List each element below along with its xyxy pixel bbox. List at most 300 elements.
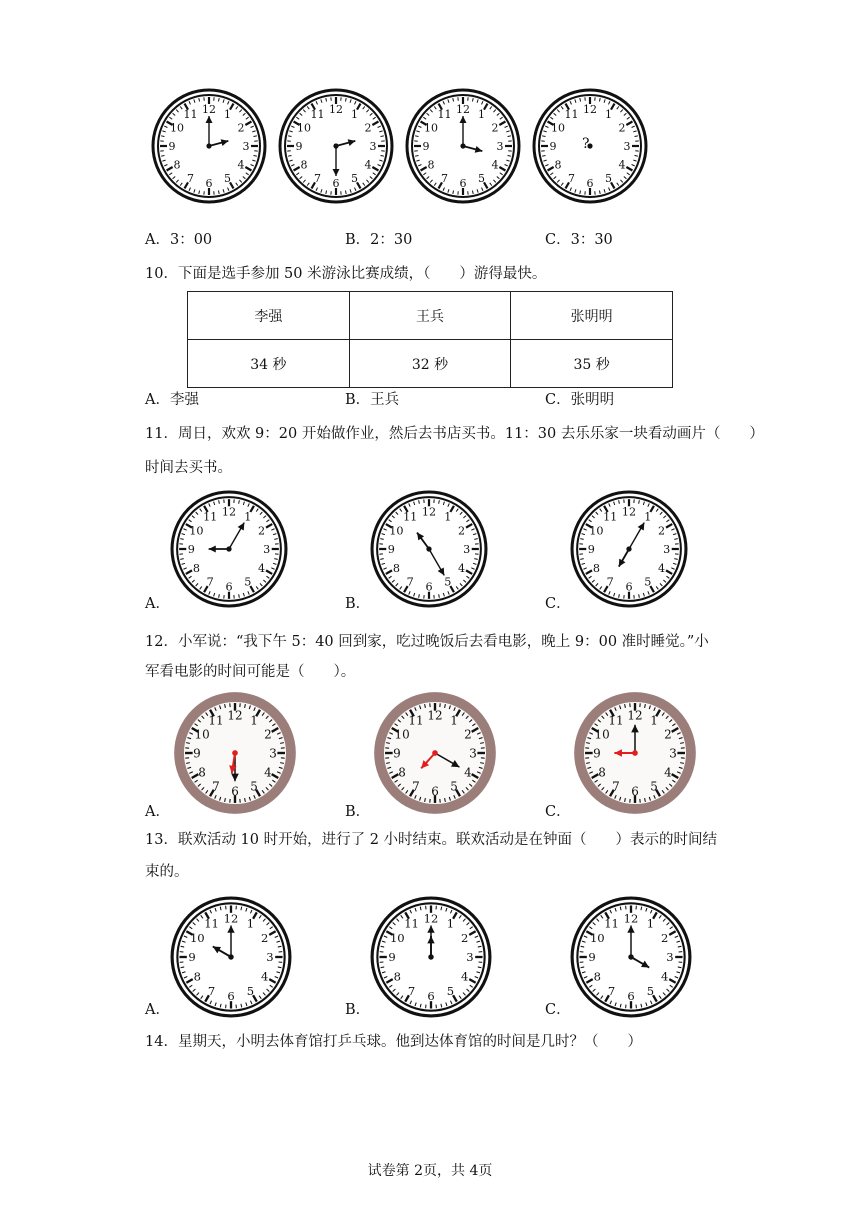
clock-numeral: 5: [246, 983, 255, 998]
clock-numeral: 5: [478, 172, 485, 186]
table-cell: 35 秒: [511, 340, 673, 388]
minute-tick: [581, 946, 585, 947]
minute-tick: [542, 136, 545, 137]
clock-numeral: 9: [187, 543, 195, 557]
clock-numeral: 11: [408, 713, 424, 728]
minute-tick: [419, 594, 420, 597]
clock-numeral: 11: [204, 916, 219, 931]
clock-numeral: 12: [627, 708, 643, 723]
clock-numeral: 2: [464, 727, 472, 742]
minute-tick: [542, 155, 545, 156]
clock-numeral: 1: [250, 713, 258, 728]
clock-numeral: 1: [605, 107, 612, 121]
q11-clock-a: [170, 490, 288, 608]
minute-tick: [220, 907, 221, 911]
minute-tick: [420, 907, 421, 911]
clock-numeral: 11: [608, 713, 624, 728]
clock-numeral: 8: [598, 765, 606, 780]
q11-clock-b: [370, 490, 488, 608]
minute-tick: [674, 539, 677, 540]
clock-numeral: 9: [593, 746, 601, 761]
minute-tick: [280, 763, 284, 764]
clock-numeral: 11: [404, 916, 419, 931]
clock-numeral: 3: [466, 950, 474, 965]
clock-numeral: 7: [606, 575, 614, 589]
q13-clock-b: [370, 896, 492, 1018]
table-header-cell: 王兵: [349, 292, 511, 340]
clock-numeral: 11: [437, 107, 452, 121]
clock-numeral: 10: [296, 121, 311, 135]
minute-tick: [680, 763, 684, 764]
minute-tick: [445, 704, 446, 708]
clock-numeral: 10: [423, 121, 438, 135]
clock-numeral: 6: [427, 989, 435, 1004]
clock-numeral: 9: [422, 140, 430, 153]
clock-numeral: 10: [389, 930, 405, 945]
clock-numeral: 8: [193, 969, 201, 984]
clock-numeral: 7: [406, 575, 414, 589]
clock-center: [432, 750, 438, 756]
clock-numeral: 9: [188, 950, 196, 965]
clock-numeral: 9: [549, 140, 557, 153]
clock-numeral: 12: [427, 708, 443, 723]
q12-option-c[interactable]: C．: [545, 804, 571, 820]
clock-numeral: 3: [266, 950, 274, 965]
q11-option-a[interactable]: A．: [145, 596, 170, 612]
minute-tick: [326, 98, 327, 101]
clock-numeral: 12: [221, 505, 237, 519]
clock-numeral: 5: [224, 172, 231, 186]
minute-tick: [199, 191, 200, 194]
minute-tick: [425, 798, 426, 802]
clock-numeral: 11: [603, 510, 618, 524]
clock-numeral: 10: [189, 930, 205, 945]
clock-numeral: 3: [463, 543, 471, 557]
minute-tick: [161, 136, 164, 137]
minute-tick: [453, 98, 454, 101]
clock-numeral: 5: [650, 779, 658, 794]
clock-numeral: 8: [398, 765, 406, 780]
minute-tick: [381, 136, 384, 137]
q12-option-b[interactable]: B．: [345, 804, 371, 820]
clock-numeral: 1: [446, 916, 455, 931]
minute-tick: [161, 155, 164, 156]
q13-option-a[interactable]: A．: [145, 1002, 170, 1018]
minute-tick: [186, 743, 190, 744]
minute-tick: [439, 594, 440, 597]
clock-center: [626, 546, 631, 551]
minute-tick: [480, 743, 484, 744]
clock-numeral: 2: [461, 930, 469, 945]
clock-numeral: 2: [261, 930, 269, 945]
minute-tick: [241, 1004, 242, 1008]
clock-numeral: 6: [225, 580, 233, 594]
clock-numeral: 4: [458, 561, 466, 575]
q9-clock-2: [278, 88, 394, 204]
clock-numeral: 4: [664, 765, 672, 780]
q13-option-b[interactable]: B．: [345, 1002, 371, 1018]
clock-center: [226, 546, 231, 551]
clock-numeral: 4: [364, 158, 372, 172]
minute-tick: [641, 907, 642, 911]
clock-numeral: 9: [295, 140, 303, 153]
minute-tick: [641, 1004, 642, 1008]
q10-option-c[interactable]: C．张明明: [545, 392, 615, 408]
minute-tick: [580, 539, 583, 540]
clock-numeral: 6: [459, 177, 467, 190]
clock-numeral: 1: [450, 713, 458, 728]
clock-numeral: 8: [427, 158, 435, 172]
q10-text: 10．下面是选手参加 50 米游泳比赛成绩，（ ）游得最快。: [145, 266, 547, 282]
minute-tick: [225, 704, 226, 708]
minute-tick: [245, 798, 246, 802]
clock-numeral: 5: [444, 575, 452, 589]
q14-text: 14．星期天，小明去体育馆打乒乓球。他到达体育馆的时间是几时？（ ）: [145, 1034, 642, 1050]
clock-center: [232, 750, 238, 756]
clock-numeral: 2: [364, 121, 372, 135]
q11-text-line2: 时间去买书。: [145, 460, 232, 476]
q12-text-line2: 军看电影的时间可能是（ ）。: [145, 664, 356, 680]
clock-numeral: 12: [621, 505, 637, 519]
clock-numeral: 8: [192, 561, 200, 575]
clock-numeral: 8: [300, 158, 308, 172]
clock-numeral: 7: [206, 575, 214, 589]
minute-tick: [181, 967, 185, 968]
minute-tick: [635, 155, 638, 156]
minute-tick: [620, 1004, 621, 1008]
clock-numeral: 2: [658, 524, 666, 538]
clock-numeral: 10: [394, 727, 410, 742]
minute-tick: [453, 191, 454, 194]
clock-numeral: 10: [589, 524, 604, 538]
clock-numeral: 11: [203, 510, 218, 524]
clock-numeral: 7: [212, 779, 220, 794]
clock-numeral: 9: [388, 950, 396, 965]
clock-numeral: 9: [588, 950, 596, 965]
clock-center: [333, 143, 338, 148]
q11-clock-c: [570, 490, 688, 608]
minute-tick: [678, 946, 682, 947]
clock-center: [460, 143, 465, 148]
minute-tick: [225, 798, 226, 802]
clock-numeral: 7: [568, 172, 575, 186]
clock-numeral: 8: [592, 561, 600, 575]
clock-numeral: 5: [646, 983, 655, 998]
clock-numeral: 10: [589, 930, 605, 945]
clock-numeral: 8: [554, 158, 562, 172]
clock-numeral: 3: [663, 543, 671, 557]
q9-option-c[interactable]: C．3：30: [545, 232, 613, 248]
clock-numeral: 7: [441, 172, 448, 186]
minute-tick: [274, 559, 277, 560]
minute-tick: [380, 539, 383, 540]
clock-numeral: 12: [202, 103, 216, 116]
clock-numeral: 9: [387, 543, 395, 557]
minute-tick: [380, 559, 383, 560]
q10-score-table: [187, 291, 673, 388]
clock-numeral: 5: [250, 779, 258, 794]
clock-numeral: 7: [407, 983, 416, 998]
minute-tick: [218, 191, 219, 194]
minute-tick: [199, 98, 200, 101]
q9-clock-4: [532, 88, 648, 204]
clock-numeral: 1: [650, 713, 658, 728]
minute-tick: [220, 1004, 221, 1008]
clock-numeral: 4: [237, 158, 245, 172]
clock-numeral: 1: [644, 510, 652, 524]
q13-clock-a: [170, 896, 292, 1018]
clock-numeral: 6: [631, 784, 639, 799]
clock-numeral: 1: [646, 916, 655, 931]
q12-clock-b: [372, 690, 498, 816]
clock-numeral: 7: [314, 172, 321, 186]
clock-numeral: 4: [264, 765, 272, 780]
table-header-cell: 李强: [188, 292, 350, 340]
clock-numeral: 3: [369, 140, 377, 153]
clock-numeral: 12: [227, 708, 243, 723]
clock-numeral: 11: [403, 510, 418, 524]
q9-option-b[interactable]: B．2：30: [345, 232, 413, 248]
clock-numeral: 8: [198, 765, 206, 780]
clock-numeral: 10: [389, 524, 404, 538]
clock-numeral: 1: [224, 107, 231, 121]
minute-tick: [508, 136, 511, 137]
clock-numeral: 3: [263, 543, 271, 557]
minute-tick: [181, 946, 185, 947]
clock-numeral: 7: [607, 983, 616, 998]
q11-text-line1: 11．周日，欢欢 9：20 开始做作业，然后去书店买书。11：30 去乐乐家一块看动画片（ ）: [145, 426, 764, 442]
clock-center: [428, 954, 433, 959]
q9-clock-1: [151, 88, 267, 204]
clock-center: [426, 546, 431, 551]
minute-tick: [419, 500, 420, 503]
clock-numeral: 9: [587, 543, 595, 557]
minute-tick: [599, 98, 600, 101]
clock-numeral: 11: [183, 107, 198, 121]
minute-tick: [478, 946, 482, 947]
minute-tick: [508, 155, 511, 156]
clock-numeral: 8: [393, 969, 401, 984]
minute-tick: [420, 1004, 421, 1008]
clock-numeral: 2: [618, 121, 626, 135]
minute-tick: [180, 559, 183, 560]
minute-tick: [625, 798, 626, 802]
clock-numeral: 1: [478, 107, 485, 121]
clock-numeral: 8: [593, 969, 601, 984]
clock-numeral: 5: [446, 983, 455, 998]
clock-numeral: 9: [393, 746, 401, 761]
clock-numeral: 11: [310, 107, 325, 121]
clock-numeral: 3: [669, 746, 677, 761]
clock-numeral: 6: [625, 580, 633, 594]
clock-numeral: 9: [168, 140, 176, 153]
clock-numeral: 2: [661, 930, 669, 945]
clock-numeral: 12: [223, 911, 239, 926]
minute-tick: [254, 136, 257, 137]
clock-numeral: 6: [227, 989, 235, 1004]
minute-tick: [639, 500, 640, 503]
clock-numeral: 8: [173, 158, 181, 172]
minute-tick: [219, 594, 220, 597]
q10-option-a[interactable]: A．李强: [145, 392, 199, 408]
minute-tick: [639, 594, 640, 597]
minute-tick: [620, 907, 621, 911]
clock-numeral: 1: [351, 107, 358, 121]
minute-tick: [241, 907, 242, 911]
clock-numeral: 3: [666, 950, 674, 965]
q13-clock-c: [570, 896, 692, 1018]
q13-text-line1: 13．联欢活动 10 时开始，进行了 2 小时结束。联欢活动是在钟面（ ）表示的时间结: [145, 832, 718, 848]
minute-tick: [345, 98, 346, 101]
clock-numeral: 3: [242, 140, 250, 153]
clock-numeral: 5: [605, 172, 612, 186]
clock-numeral: 3: [623, 140, 631, 153]
clock-numeral: 12: [421, 505, 437, 519]
clock-numeral: 11: [604, 916, 619, 931]
minute-tick: [386, 763, 390, 764]
clock-numeral: 7: [412, 779, 420, 794]
clock-numeral: 5: [644, 575, 652, 589]
clock-center: [228, 954, 233, 959]
q12-clock-a: [172, 690, 298, 816]
clock-numeral: 12: [456, 103, 470, 116]
minute-tick: [586, 763, 590, 764]
clock-numeral: 11: [564, 107, 579, 121]
minute-tick: [599, 191, 600, 194]
minute-tick: [415, 136, 418, 137]
minute-tick: [345, 191, 346, 194]
clock-numeral: 6: [425, 580, 433, 594]
clock-center: [628, 954, 633, 959]
minute-tick: [678, 967, 682, 968]
minute-tick: [288, 155, 291, 156]
q13-text-line2: 束的。: [145, 864, 189, 880]
minute-tick: [474, 539, 477, 540]
clock-numeral: 12: [583, 103, 597, 116]
clock-numeral: 4: [618, 158, 626, 172]
clock-numeral: 11: [208, 713, 224, 728]
clock-numeral: 3: [469, 746, 477, 761]
clock-numeral: 6: [231, 784, 239, 799]
q10-option-b[interactable]: B．王兵: [345, 392, 400, 408]
minute-tick: [680, 743, 684, 744]
clock-numeral: 5: [351, 172, 358, 186]
minute-tick: [439, 500, 440, 503]
minute-tick: [441, 907, 442, 911]
minute-tick: [580, 191, 581, 194]
minute-tick: [239, 594, 240, 597]
minute-tick: [472, 98, 473, 101]
minute-tick: [480, 763, 484, 764]
clock-numeral: 4: [461, 969, 469, 984]
clock-numeral: 2: [258, 524, 266, 538]
question-mark: ?: [582, 136, 590, 152]
minute-tick: [619, 594, 620, 597]
minute-tick: [645, 704, 646, 708]
minute-tick: [245, 704, 246, 708]
clock-numeral: 10: [189, 524, 204, 538]
clock-numeral: 1: [444, 510, 452, 524]
minute-tick: [445, 798, 446, 802]
minute-tick: [280, 743, 284, 744]
minute-tick: [326, 191, 327, 194]
minute-tick: [586, 743, 590, 744]
minute-tick: [218, 98, 219, 101]
clock-center: [632, 750, 638, 756]
minute-tick: [381, 155, 384, 156]
minute-tick: [381, 946, 385, 947]
clock-numeral: 9: [193, 746, 201, 761]
clock-numeral: 1: [244, 510, 252, 524]
clock-numeral: 3: [269, 746, 277, 761]
minute-tick: [186, 763, 190, 764]
minute-tick: [625, 704, 626, 708]
q12-option-a[interactable]: A．: [145, 804, 170, 820]
table-cell: 34 秒: [188, 340, 350, 388]
q13-option-c[interactable]: C．: [545, 1002, 571, 1018]
q11-option-c[interactable]: C．: [545, 596, 571, 612]
minute-tick: [288, 136, 291, 137]
clock-numeral: 2: [237, 121, 245, 135]
q9-clock-3: [405, 88, 521, 204]
clock-numeral: 12: [329, 103, 343, 116]
minute-tick: [180, 539, 183, 540]
table-header-cell: 张明明: [511, 292, 673, 340]
clock-numeral: 1: [246, 916, 255, 931]
minute-tick: [386, 743, 390, 744]
minute-tick: [474, 559, 477, 560]
clock-numeral: 3: [496, 140, 504, 153]
minute-tick: [274, 539, 277, 540]
clock-numeral: 10: [550, 121, 565, 135]
clock-numeral: 7: [207, 983, 216, 998]
clock-numeral: 6: [332, 177, 340, 190]
minute-tick: [415, 155, 418, 156]
q9-option-a[interactable]: A．3：00: [145, 232, 213, 248]
minute-tick: [635, 136, 638, 137]
minute-tick: [441, 1004, 442, 1008]
clock-numeral: 6: [627, 989, 635, 1004]
minute-tick: [478, 967, 482, 968]
clock-numeral: 4: [491, 158, 499, 172]
clock-numeral: 5: [244, 575, 252, 589]
minute-tick: [619, 500, 620, 503]
minute-tick: [645, 798, 646, 802]
clock-numeral: 10: [169, 121, 184, 135]
clock-numeral: 4: [261, 969, 269, 984]
minute-tick: [219, 500, 220, 503]
clock-numeral: 2: [491, 121, 499, 135]
clock-numeral: 6: [205, 177, 213, 190]
clock-numeral: 8: [392, 561, 400, 575]
page-footer: 试卷第 2页，共 4页: [367, 1163, 493, 1179]
minute-tick: [425, 704, 426, 708]
minute-tick: [674, 559, 677, 560]
clock-numeral: 2: [458, 524, 466, 538]
clock-center: [206, 143, 211, 148]
clock-numeral: 10: [194, 727, 210, 742]
minute-tick: [278, 946, 282, 947]
q12-clock-c: [572, 690, 698, 816]
clock-numeral: 5: [450, 779, 458, 794]
clock-numeral: 4: [661, 969, 669, 984]
clock-numeral: 10: [594, 727, 610, 742]
minute-tick: [381, 967, 385, 968]
minute-tick: [472, 191, 473, 194]
q11-option-b[interactable]: B．: [345, 596, 371, 612]
clock-numeral: 6: [586, 177, 594, 190]
clock-numeral: 4: [464, 765, 472, 780]
